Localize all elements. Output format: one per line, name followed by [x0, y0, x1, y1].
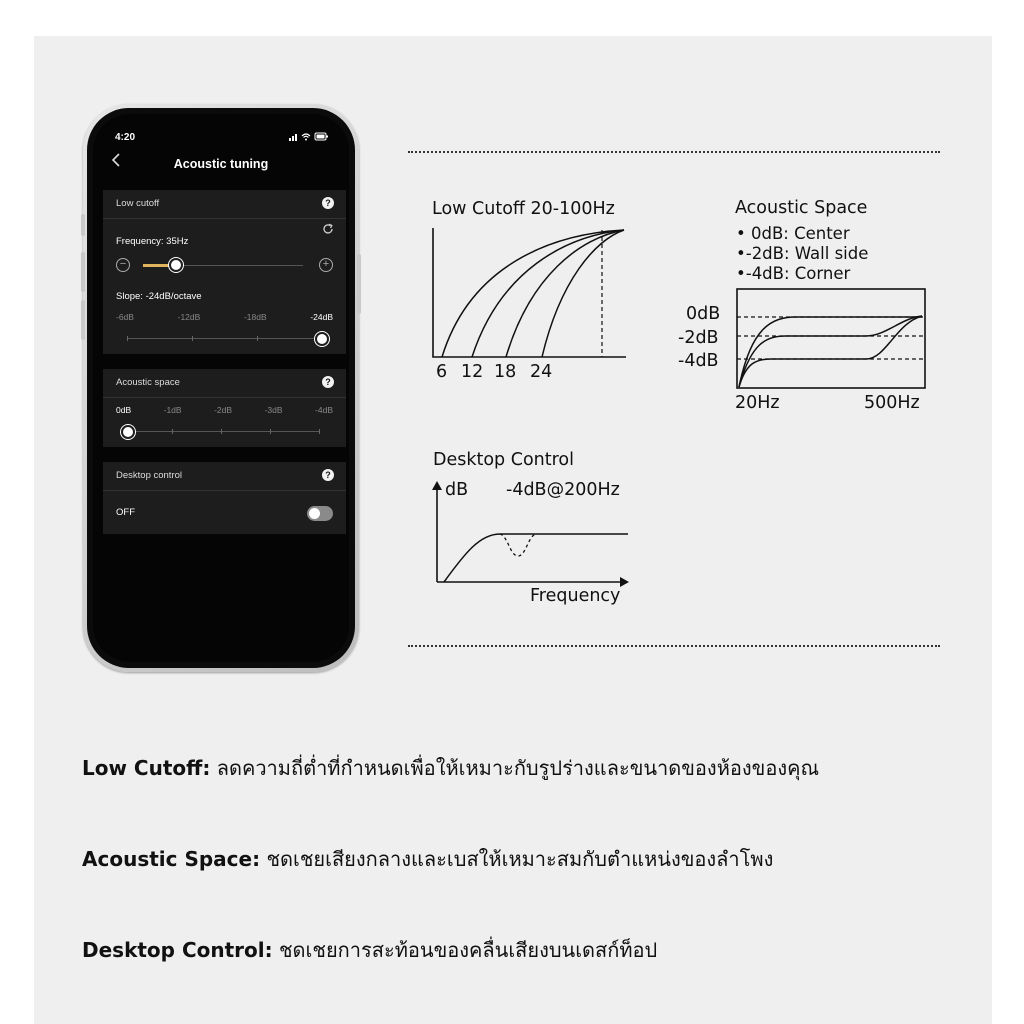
low-cutoff-diagram-title: Low Cutoff 20-100Hz — [432, 199, 615, 219]
acoustic-space-header — [103, 369, 346, 398]
description-acoustic-space — [82, 843, 773, 875]
phone-mockup — [83, 104, 359, 672]
phone-volume-down-button — [81, 300, 85, 340]
y-label-0db: 0dB — [686, 304, 721, 324]
slope-option[interactable]: -18dB — [243, 312, 267, 322]
acoustic-tick — [319, 429, 320, 434]
slope-slider-handle[interactable] — [315, 332, 329, 346]
desktop-control-state: OFF — [116, 507, 135, 518]
dip-annotation: -4dB@200Hz — [506, 480, 620, 500]
phone-volume-up-button — [81, 252, 85, 292]
increase-frequency-button[interactable] — [319, 258, 333, 272]
bullet-text: -2dB: Wall side — [745, 244, 869, 263]
slope-option[interactable]: -6dB — [116, 312, 134, 322]
y-label-minus4db: -4dB — [678, 351, 719, 371]
x-axis-label: Frequency — [530, 586, 621, 606]
description-term: Acoustic Space: — [82, 847, 261, 871]
frequency-label: Frequency: 35Hz — [116, 236, 189, 247]
desktop-control-row — [103, 491, 346, 534]
minus-icon: − — [119, 258, 127, 270]
desktop-control-header — [103, 462, 346, 491]
slope-options — [116, 312, 333, 322]
acoustic-space-title: Acoustic space — [116, 377, 180, 388]
phone-bezel — [87, 108, 355, 668]
slope-label: Slope: -24dB/octave — [116, 291, 202, 302]
acoustic-option-selected[interactable]: 0dB — [116, 405, 132, 415]
help-icon[interactable]: ? — [322, 197, 334, 209]
status-icons — [289, 132, 329, 143]
acoustic-space-bullet: •-4dB: Corner — [736, 264, 851, 283]
acoustic-space-card — [103, 369, 346, 447]
slope-option-selected[interactable]: -24dB — [310, 312, 333, 322]
slope-value-label: 18 — [494, 362, 517, 382]
y-label-minus2db: -2dB — [678, 328, 719, 348]
acoustic-option[interactable]: -3dB — [264, 405, 283, 415]
low-cutoff-card — [103, 190, 346, 354]
x-label-20hz: 20Hz — [735, 393, 780, 413]
acoustic-tick — [270, 429, 271, 434]
slope-tick — [192, 336, 193, 341]
low-cutoff-header — [103, 190, 346, 219]
page-title: Acoustic tuning — [173, 157, 269, 171]
divider-top — [408, 151, 940, 153]
acoustic-slider-handle[interactable] — [121, 425, 135, 439]
description-text: ลดความถี่ต่ำที่กำหนดเพื่อให้เหมาะกับรูปร่างและขนาดของห้องของคุณ — [210, 756, 820, 780]
description-text: ชดเชยเสียงกลางและเบสให้เหมาะสมกับตำแหน่งของลำโพง — [260, 847, 774, 871]
frequency-slider-handle[interactable] — [169, 258, 183, 272]
acoustic-space-options — [116, 405, 333, 415]
bullet-text: -4dB: Corner — [745, 264, 851, 283]
acoustic-option[interactable]: -1dB — [163, 405, 182, 415]
slope-slider-track[interactable] — [127, 338, 323, 339]
slope-tick — [257, 336, 258, 341]
reset-button[interactable] — [322, 222, 334, 240]
acoustic-tick — [221, 429, 222, 434]
description-low-cutoff — [82, 752, 819, 784]
low-cutoff-title: Low cutoff — [116, 198, 160, 209]
description-term: Low Cutoff: — [82, 756, 211, 780]
reset-icon — [322, 223, 334, 235]
x-label-500hz: 500Hz — [864, 393, 920, 413]
desktop-control-title: Desktop control — [116, 470, 183, 481]
acoustic-space-diagram-title: Acoustic Space — [735, 198, 868, 218]
phone-side-button — [81, 214, 85, 236]
description-text: ชดเชยการสะท้อนของคลื่นเสียงบนเดสก์ท็อป — [272, 938, 658, 962]
help-icon[interactable]: ? — [322, 469, 334, 481]
phone-power-button — [357, 254, 361, 314]
slope-tick — [127, 336, 128, 341]
slope-value-label: 12 — [461, 362, 484, 382]
acoustic-option[interactable]: -4dB — [315, 405, 333, 415]
status-time: 4:20 — [115, 132, 136, 143]
acoustic-option[interactable]: -2dB — [214, 405, 233, 415]
help-icon[interactable]: ? — [322, 376, 334, 388]
acoustic-space-bullet: •-2dB: Wall side — [736, 244, 869, 263]
plus-icon: + — [322, 258, 330, 270]
acoustic-tick — [172, 429, 173, 434]
acoustic-space-bullet: • 0dB: Center — [736, 224, 850, 243]
desktop-control-toggle[interactable] — [307, 506, 333, 521]
phone-screen — [93, 114, 349, 662]
y-axis-label: dB — [445, 480, 469, 500]
acoustic-space-diagram — [736, 288, 926, 390]
bullet-text: 0dB: Center — [750, 224, 850, 243]
decrease-frequency-button[interactable] — [116, 258, 130, 272]
description-desktop-control — [82, 934, 657, 966]
description-term: Desktop Control: — [82, 938, 273, 962]
desktop-control-card — [103, 462, 346, 534]
desktop-control-diagram-title: Desktop Control — [433, 450, 574, 470]
low-cutoff-diagram — [430, 226, 630, 360]
desktop-control-diagram — [430, 478, 635, 588]
slope-value-label: 24 — [530, 362, 553, 382]
divider-bottom — [408, 645, 940, 647]
slope-value-label: 6 — [436, 362, 448, 382]
slope-option[interactable]: -12dB — [177, 312, 201, 322]
